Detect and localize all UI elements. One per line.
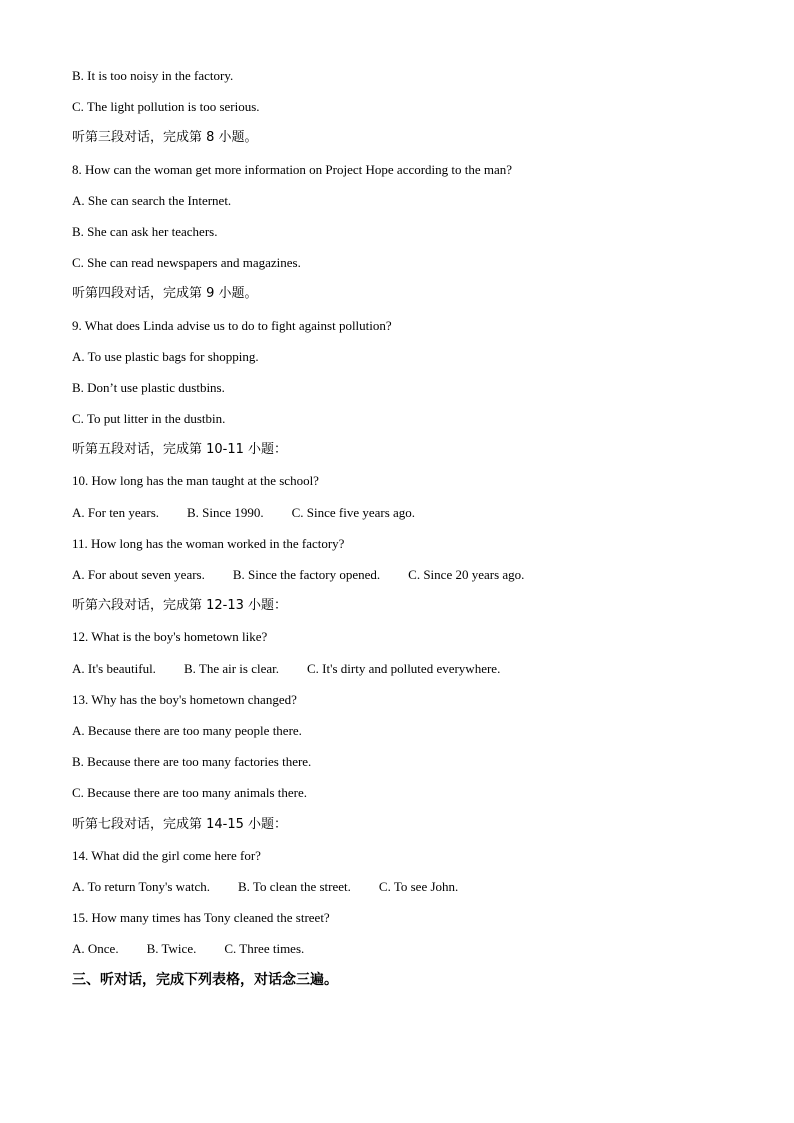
text-line: 11. How long has the woman worked in the factory? bbox=[72, 535, 345, 551]
section-title: 三、听对话，完成下列表格，对话念三遍。 bbox=[72, 972, 338, 989]
dialogue-heading: 听第七段对话，完成第 14-15 小题： bbox=[72, 816, 288, 832]
answer-options-row bbox=[72, 501, 752, 532]
answer-option: A. To return Tony's watch. bbox=[72, 878, 210, 894]
document-page bbox=[72, 64, 752, 1000]
text-line: 15. How many times has Tony cleaned the street? bbox=[72, 910, 330, 926]
dialogue-heading: 听第三段对话，完成第 8 小题。 bbox=[72, 130, 258, 146]
answer-option: C. Three times. bbox=[224, 941, 305, 957]
answer-option: B. Twice. bbox=[146, 941, 197, 957]
text-line: B. She can ask her teachers. bbox=[72, 223, 218, 239]
text-line: B. It is too noisy in the factory. bbox=[72, 68, 234, 83]
answer-option: A. For ten years. bbox=[72, 504, 160, 520]
answer-options-row bbox=[72, 657, 752, 688]
text-line: A. She can search the Internet. bbox=[72, 192, 232, 208]
answer-option: B. Since the factory opened. bbox=[232, 567, 381, 582]
text-line: 12. What is the boy's hometown like? bbox=[72, 629, 268, 645]
answer-option: A. For about seven years. bbox=[72, 567, 205, 582]
text-line: 14. What did the girl come here for? bbox=[72, 847, 261, 863]
answer-option: B. Since 1990. bbox=[187, 504, 264, 520]
text-line: C. She can read newspapers and magazines. bbox=[72, 255, 301, 271]
answer-option: C. It's dirty and polluted everywhere. bbox=[307, 660, 501, 676]
answer-options-row bbox=[72, 875, 752, 906]
text-line: 9. What does Linda advise us to do to fight against pollution? bbox=[72, 317, 392, 333]
text-line: C. Because there are too many animals there. bbox=[72, 785, 307, 801]
answer-option: A. Once. bbox=[72, 941, 119, 957]
text-line: B. Because there are too many factories there. bbox=[72, 754, 312, 770]
text-line: C. The light pollution is too serious. bbox=[72, 99, 260, 115]
answer-option: C. To see John. bbox=[378, 878, 459, 894]
text-line: A. To use plastic bags for shopping. bbox=[72, 348, 259, 364]
text-line: 10. How long has the man taught at the school? bbox=[72, 473, 319, 489]
answer-option: C. Since five years ago. bbox=[291, 504, 416, 520]
answer-option: A. It's beautiful. bbox=[72, 660, 156, 676]
text-line: C. To put litter in the dustbin. bbox=[72, 411, 226, 427]
answer-options-row bbox=[72, 937, 752, 968]
text-line: A. Because there are too many people there. bbox=[72, 722, 302, 738]
answer-option: C. Since 20 years ago. bbox=[408, 567, 525, 582]
answer-option: B. To clean the street. bbox=[237, 878, 351, 894]
dialogue-heading: 听第六段对话，完成第 12-13 小题： bbox=[72, 598, 288, 614]
answer-options-row bbox=[72, 563, 752, 594]
answer-option: B. The air is clear. bbox=[183, 660, 279, 676]
text-line: B. Don’t use plastic dustbins. bbox=[72, 379, 225, 395]
text-line: 13. Why has the boy's hometown changed? bbox=[72, 691, 297, 707]
dialogue-heading: 听第五段对话，完成第 10-11 小题： bbox=[72, 442, 288, 458]
dialogue-heading: 听第四段对话，完成第 9 小题。 bbox=[72, 286, 258, 302]
text-line: 8. How can the woman get more information on Project Hope according to the man? bbox=[72, 161, 513, 177]
